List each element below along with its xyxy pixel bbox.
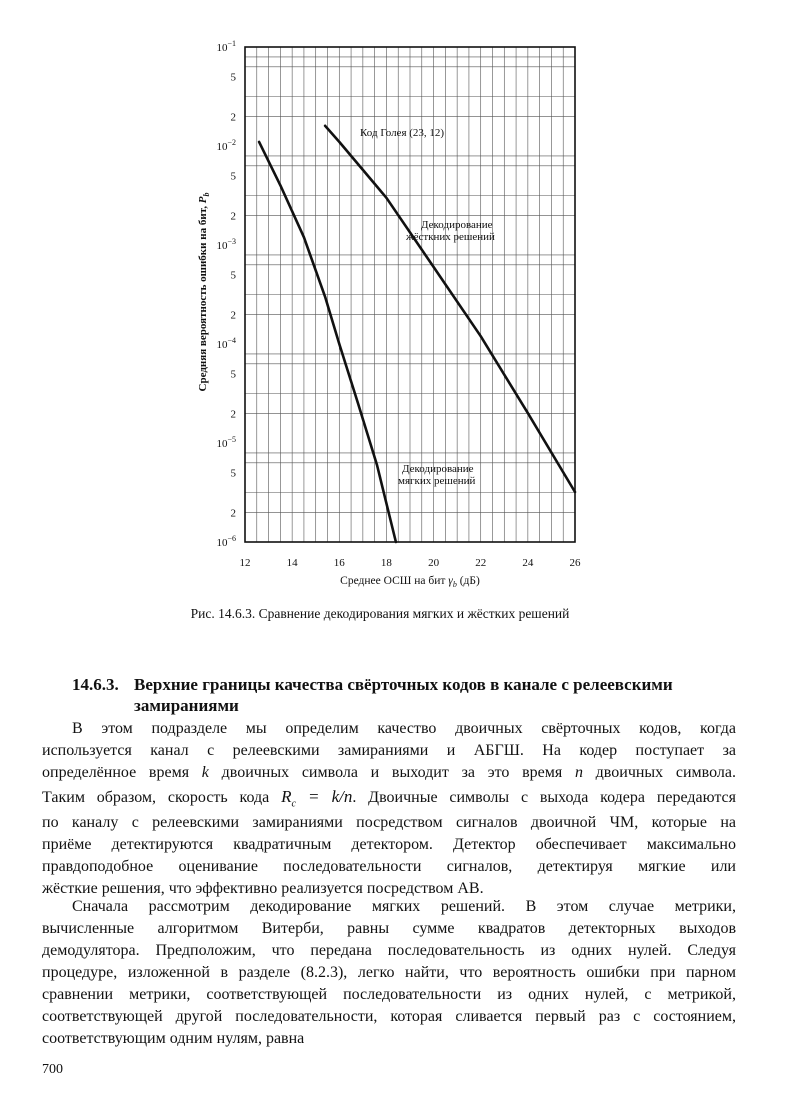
annotation-soft-line1: Декодирование — [402, 463, 474, 475]
y-tick-label: 2 — [230, 309, 236, 322]
x-tick-label: 22 — [475, 557, 487, 569]
y-tick-label: 5 — [230, 467, 236, 480]
annotation-hard-line2: жёсткних решений — [406, 231, 495, 243]
x-tick-label: 24 — [522, 557, 534, 569]
x-tick-label: 20 — [428, 557, 440, 569]
y-tick-label: 2 — [230, 408, 236, 421]
annotation-golay: Код Голея (23, 12) — [360, 127, 445, 139]
text-line: демодулятора. Предположим, что передана последовательность из одних нулей. Следуя — [42, 942, 736, 959]
text-line: правдоподобное оценивание последовательности сигналов, детектируя мягкие или — [42, 858, 736, 875]
text-line: соответствующим одним нулям, равна — [42, 1030, 305, 1047]
x-tick-label: 14 — [286, 557, 298, 569]
text-line: по каналу с релеевскими замираниями посредством сигналов двоичной ЧМ, которые на — [42, 814, 736, 831]
y-tick-label: 5 — [230, 170, 236, 183]
page-number: 700 — [42, 1062, 63, 1077]
annotation-soft-line2: мягких решений — [398, 475, 476, 487]
code-rate-formula: $R_c = k/n$ — [281, 787, 353, 810]
text-line: определённое время k двоичных символа и выходит за это время n двоичных символа. — [42, 764, 737, 781]
text-line: В этом подразделе мы определим качество двоичных свёрточных кодов, когда — [72, 720, 736, 737]
variable-n: n — [574, 764, 583, 781]
y-tick-label: 2 — [230, 507, 236, 520]
y-axis-label: Средняя вероятность ошибки на бит, $P_b$ — [197, 192, 211, 392]
text-line: процедуре, изложенной в разделе (8.2.3), легко найти, что вероятность ошибки при парном — [42, 964, 736, 981]
x-tick-label: 12 — [239, 557, 251, 569]
section-heading — [72, 674, 722, 716]
paragraph-1 — [42, 718, 736, 900]
text-line: Таким образом, скорость кода $R_c = k/n$. Двоичные символы с выхода кодера передаются — [42, 787, 737, 810]
y-tick-label: $10^{-5}$ — [216, 435, 236, 450]
paragraph-2 — [42, 896, 736, 1050]
text-line: сравнении метрики, соответствующей последовательности из одних нулей, с метрикой, — [42, 986, 736, 1003]
variable-k: k — [201, 764, 209, 781]
x-axis-label: Среднее ОСШ на бит $\gamma_b$ (дБ) — [340, 575, 480, 589]
y-tick-label: $10^{-2}$ — [216, 138, 236, 153]
annotation-hard-line1: Декодирование — [421, 219, 493, 231]
figure-caption: Рис. 14.6.3. Сравнение декодирования мягких и жёстких решений — [190, 606, 570, 621]
y-tick-label: 2 — [230, 111, 236, 124]
x-tick-label: 18 — [380, 557, 392, 569]
text-line: приёме детектируются квадратичным детектором. Детектор обеспечивает максимально — [42, 836, 736, 853]
text-line: используется канал с релеевскими замираниями и АБГШ. На кодер поступает за — [42, 742, 736, 759]
x-axis-ticks — [240, 557, 582, 569]
text-line: вычисленные алгоритмом Витерби, равны сумме квадратов детекторных выходов — [42, 920, 736, 937]
y-tick-label: 5 — [230, 71, 236, 84]
section-title-line1: Верхние границы качества свёрточных кодов в канале с релеевскими — [134, 675, 673, 694]
y-tick-label: 2 — [230, 210, 236, 223]
section-title-line2: замираниями — [134, 696, 239, 715]
x-tick-label: 16 — [333, 557, 345, 569]
text-line: жёсткие решения, что эффективно реализуется посредством АВ. — [42, 880, 484, 897]
y-tick-label: 5 — [230, 269, 236, 282]
y-tick-label: $10^{-3}$ — [216, 237, 236, 252]
y-tick-label: $10^{-6}$ — [216, 534, 236, 549]
y-tick-label: $10^{-1}$ — [216, 39, 236, 54]
text-line: соответствующей другой последовательности, которая сливается первый раз с состоянием, — [42, 1008, 736, 1025]
text-line: Сначала рассмотрим декодирование мягких решений. В этом случае метрики, — [72, 898, 736, 915]
section-number: 14.6.3. — [72, 675, 119, 694]
y-axis-ticks — [216, 39, 236, 549]
y-tick-label: $10^{-4}$ — [216, 336, 236, 351]
y-tick-label: 5 — [230, 368, 236, 381]
x-tick-label: 26 — [569, 557, 581, 569]
